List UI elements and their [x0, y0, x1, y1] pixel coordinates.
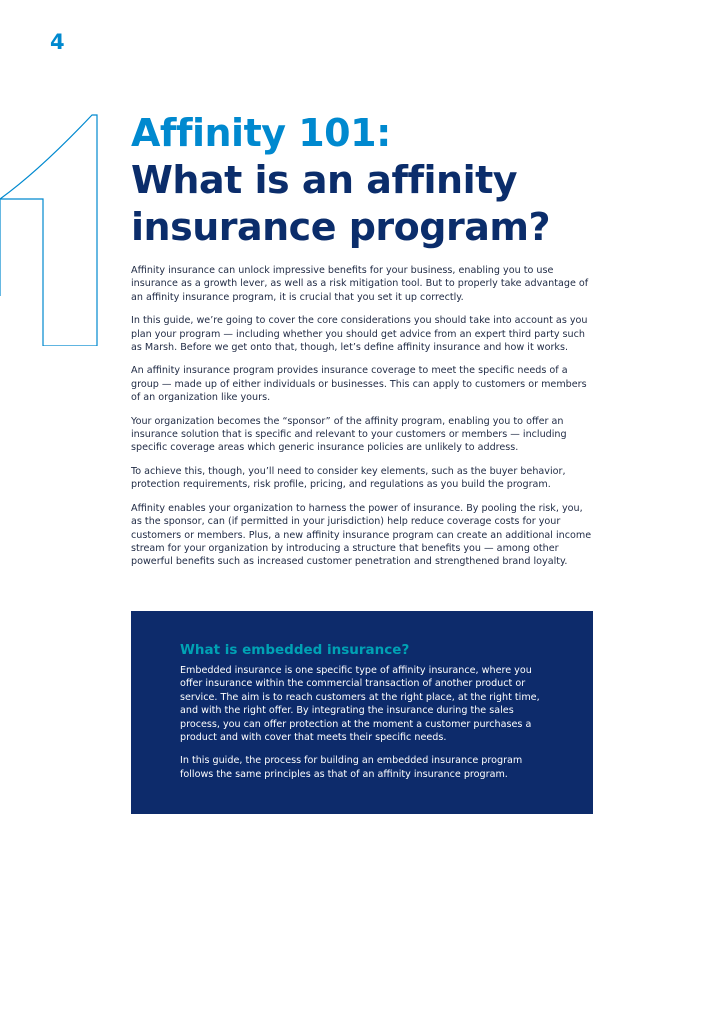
- big-numeral-one-outline: [0, 112, 100, 346]
- body-paragraph-5: To achieve this, though, you’ll need to consider key elements, such as the buyer behavior, protection requirements, risk profile, pricing, and regulations as you build the program.: [131, 465, 566, 491]
- page-number: 4: [50, 30, 65, 54]
- embedded-insurance-callout: [131, 611, 593, 814]
- title-line-2: What is an affinity: [131, 158, 518, 202]
- title-line-1: Affinity 101:: [131, 111, 391, 155]
- title-line-3: insurance program?: [131, 205, 550, 249]
- callout-title: What is embedded insurance?: [180, 642, 410, 658]
- callout-content: [180, 642, 550, 791]
- callout-paragraph-2: In this guide, the process for building an embedded insurance program follows the same principles as that of an affinity insurance program.: [180, 755, 523, 780]
- body-paragraph-4: Your organization becomes the “sponsor” of the affinity program, enabling you to offer an insurance solution that is specific and relevant to your customers or members — including specific coverage areas which generic insurance policies are unlikely to address.: [131, 415, 567, 454]
- body-text: [131, 264, 593, 579]
- body-paragraph-6: Affinity enables your organization to harness the power of insurance. By pooling the risk, you, as the sponsor, can (if permitted in your jurisdiction) help reduce coverage costs for your customers or members. Plus, a new affinity insurance program can create an additional income stream for your organization by introducing a structure that benefits you — among other powerful benefits such as increased customer penetration and strengthened brand loyalty.: [131, 502, 592, 568]
- body-paragraph-1: Affinity insurance can unlock impressive benefits for your business, enabling you to use insurance as a growth lever, as well as a risk mitigation tool. But to properly take advantage of an affinity insurance program, it is crucial that you set it up correctly.: [131, 265, 589, 303]
- callout-paragraph-1: Embedded insurance is one specific type of affinity insurance, where you offer insurance within the commercial transaction of another product or service. The aim is to reach customers at the right place, at the right time, and with the right offer. By integrating the insurance during the sales process, you can offer protection at the moment a customer purchases a product and with cover that meets their specific needs.: [180, 665, 540, 744]
- page-title: [131, 110, 691, 251]
- body-paragraph-2: In this guide, we’re going to cover the core considerations you should take into account as you plan your program — including whether you should get advice from an expert third party such as Marsh. Before we get onto that, though, let’s define affinity insurance and how it works.: [131, 315, 588, 354]
- body-paragraph-3: An affinity insurance program provides insurance coverage to meet the specific needs of a group — made up of either individuals or businesses. This can apply to customers or members of an organization like yours.: [131, 365, 587, 404]
